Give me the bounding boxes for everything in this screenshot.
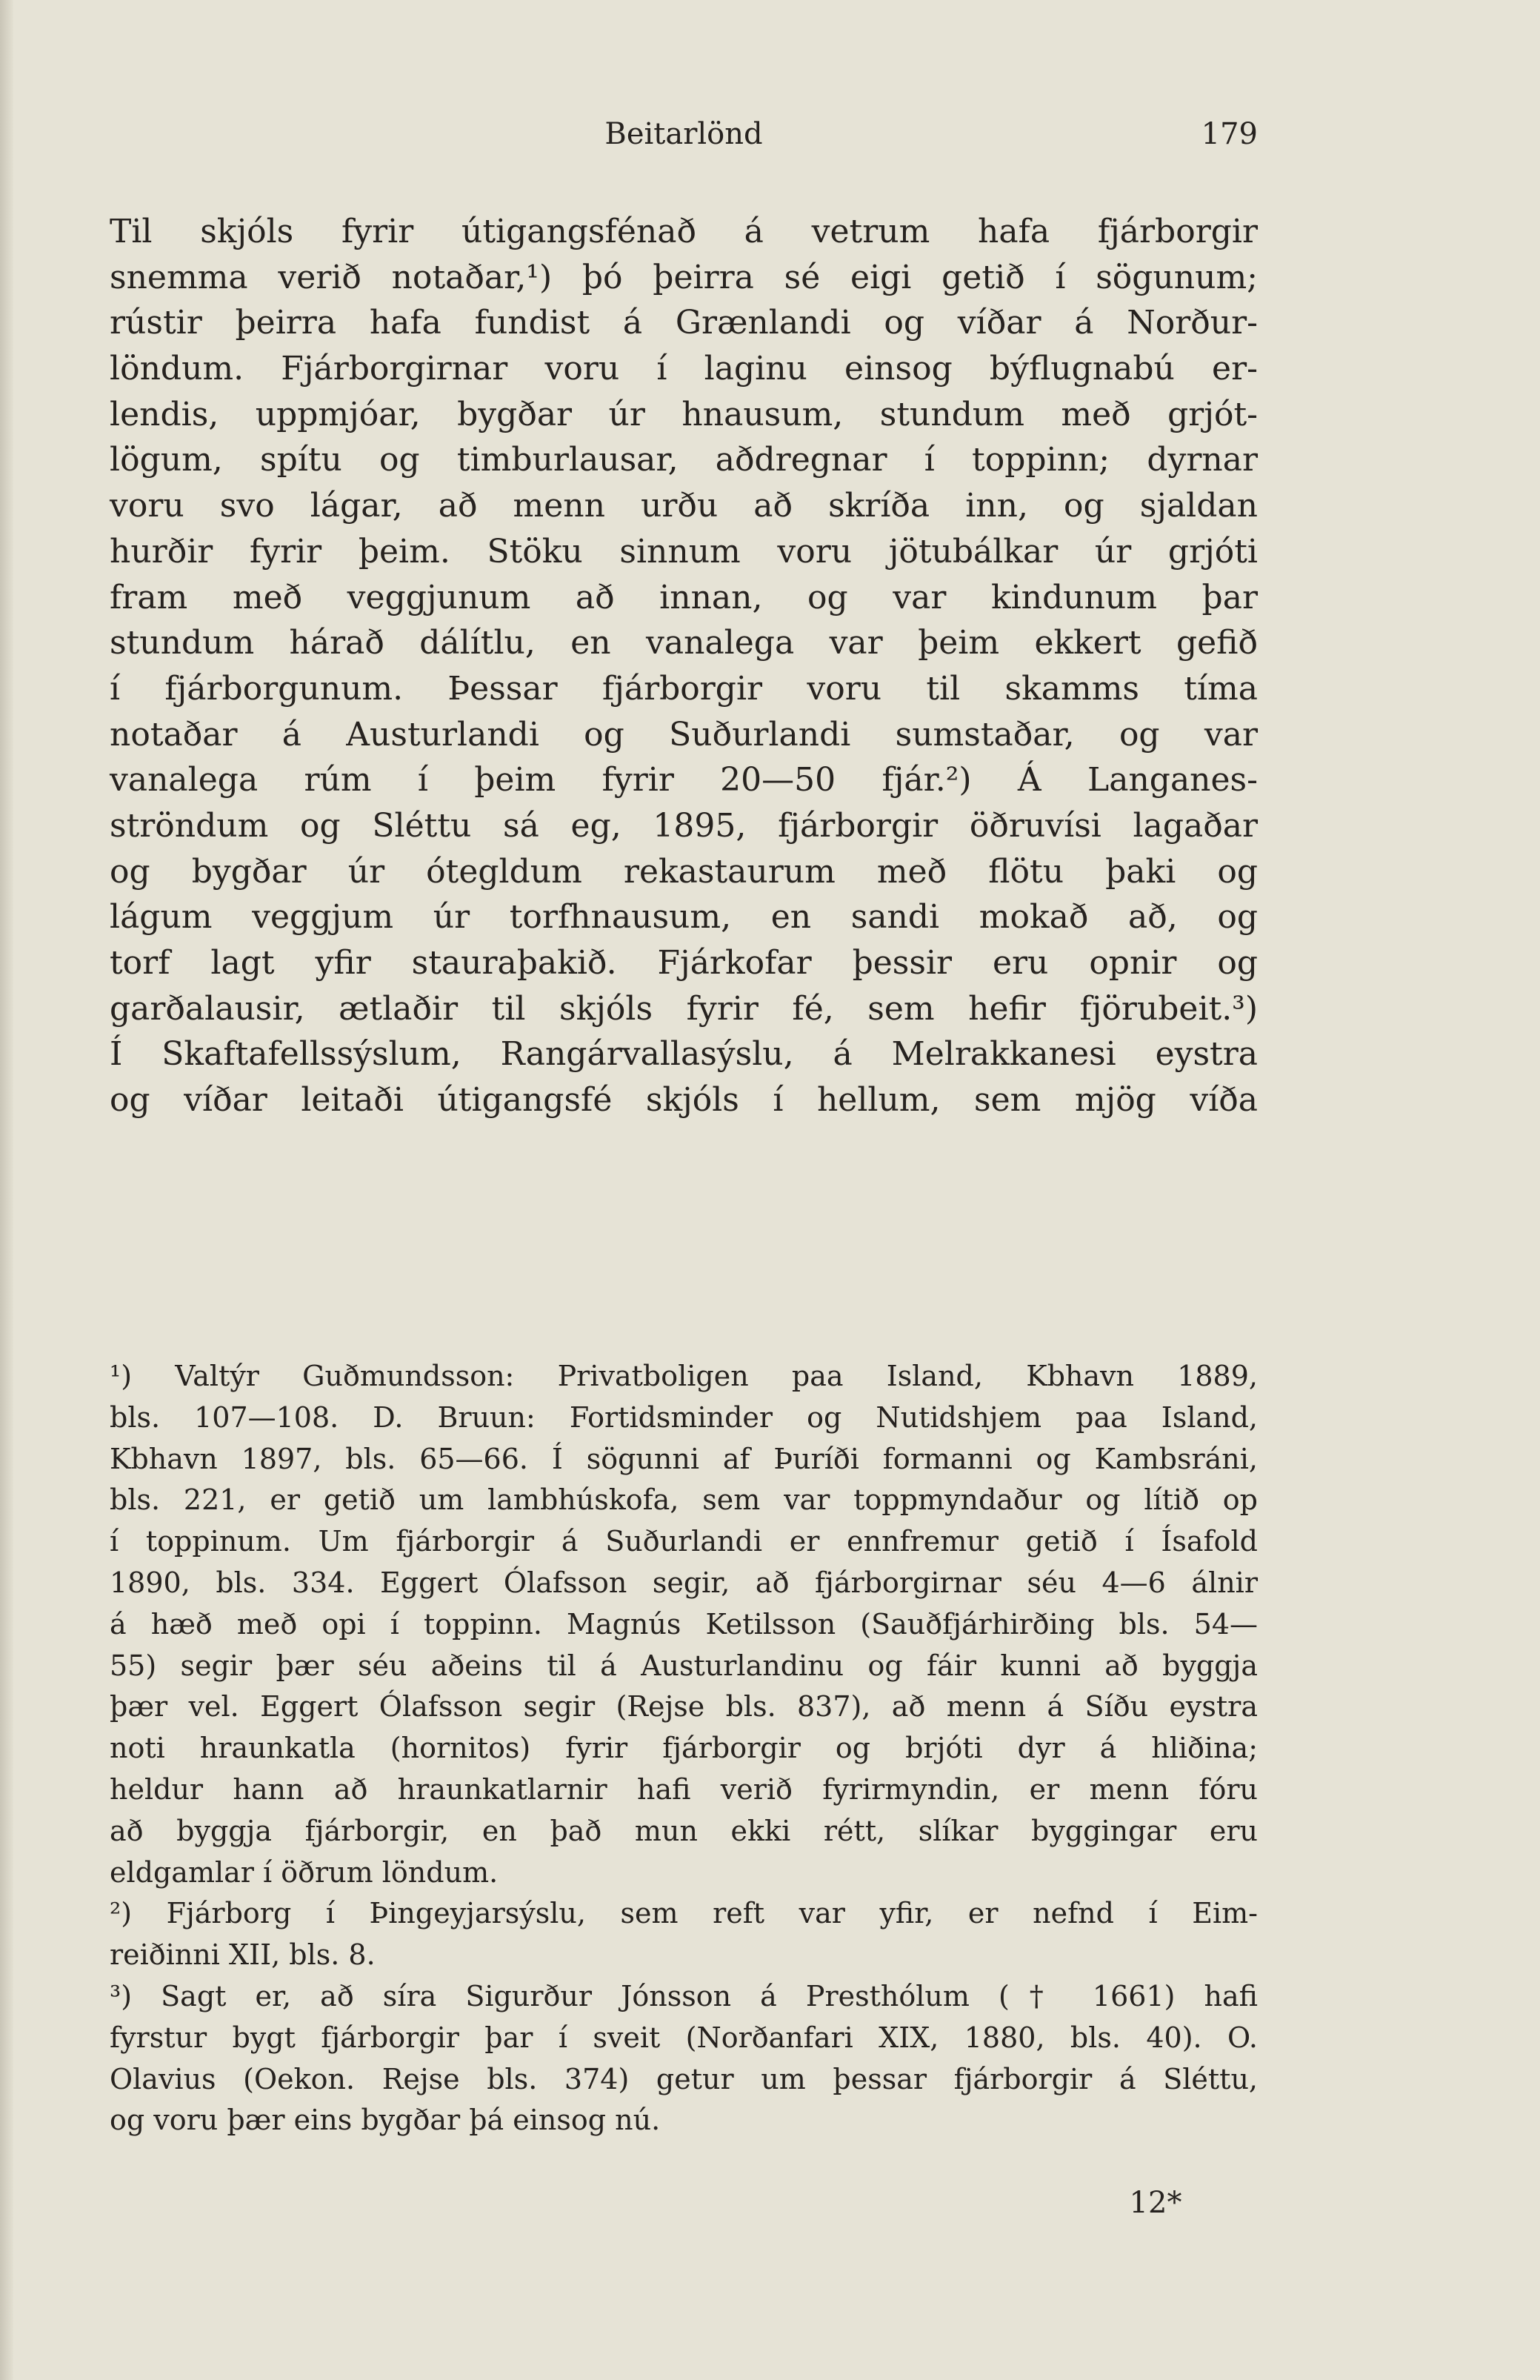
footnote-line: að byggja fjárborgir, en það mun ekki rétt, slíkar byggingar eru	[110, 1814, 1258, 1847]
footnote-line: noti hraunkatla (hornitos) fyrir fjárborgir og brjóti dyr á hliðina;	[110, 1732, 1258, 1765]
page-number: 179	[1201, 117, 1258, 151]
footnote-line: og voru þær eins bygðar þá einsog nú.	[110, 2104, 661, 2137]
footnote-line: ³) Sagt er, að síra Sigurður Jónsson á Presthólum († 1661) hafi	[110, 1979, 1258, 2012]
text-line: stundum hárað dálítlu, en vanalega var þeim ekkert gefið	[110, 624, 1258, 662]
footnote-line: þær vel. Eggert Ólafsson segir (Rejse bls. 837), að menn á Síðu eystra	[110, 1690, 1258, 1723]
footnote-line: ¹) Valtýr Guðmundsson: Privatboligen paa Island, Kbhavn 1889,	[110, 1360, 1258, 1392]
text-line: rústir þeirra hafa fundist á Grænlandi og víðar á Norður-	[110, 304, 1258, 342]
text-line: garðalausir, ætlaðir til skjóls fyrir fé, sem hefir fjörubeit.³)	[110, 989, 1258, 1028]
text-line: löndum. Fjárborgirnar voru í laginu einsog býflugnabú er-	[110, 350, 1258, 388]
text-line: vanalega rúm í þeim fyrir 20—50 fjár.²) Á Langanes-	[110, 761, 1258, 800]
text-line: ströndum og Sléttu sá eg, 1895, fjárborgir öðruvísi lagaðar	[110, 806, 1258, 845]
text-line: fram með veggjunum að innan, og var kindunum þar	[110, 578, 1258, 616]
text-line: lögum, spítu og timburlausar, aðdregnar í toppinn; dyrnar	[110, 441, 1258, 479]
text-line: hurðir fyrir þeim. Stöku sinnum voru jötubálkar úr grjóti	[110, 532, 1258, 571]
text-line: og víðar leitaði útigangsfé skjóls í hellum, sem mjög víða	[110, 1081, 1258, 1120]
text-line: í fjárborgunum. Þessar fjárborgir voru til skamms tíma	[110, 669, 1258, 708]
text-line: lágum veggjum úr torfhnausum, en sandi mokað að, og	[110, 898, 1258, 937]
footnote-line: Kbhavn 1897, bls. 65—66. Í sögunni af Þuríði formanni og Kambsráni,	[110, 1442, 1258, 1475]
page-header	[110, 117, 1258, 162]
text-line: og bygðar úr ótegldum rekastaurum með flötu þaki og	[110, 852, 1258, 891]
text-line: Í Skaftafellssýslum, Rangárvallasýslu, á Melrakkanesi eystra	[110, 1035, 1258, 1074]
footnote-line: reiðinni XII, bls. 8.	[110, 1938, 376, 1972]
footnote-line: heldur hann að hraunkatlarnir hafi verið fyrirmyndin, er menn fóru	[110, 1772, 1258, 1806]
text-line: voru svo lágar, að menn urðu að skríða inn, og sjaldan	[110, 487, 1258, 525]
footnote-line: Olavius (Oekon. Rejse bls. 374) getur um þessar fjárborgir á Sléttu,	[110, 2062, 1258, 2095]
main-text	[110, 209, 1258, 1123]
running-title: Beitarlönd	[604, 117, 763, 151]
text-line: Til skjóls fyrir útigangsfénað á vetrum hafa fjárborgir	[110, 213, 1258, 250]
text-line: lendis, uppmjóar, bygðar úr hnausum, stundum með grjót-	[110, 395, 1258, 433]
footnote-line: fyrstur bygt fjárborgir þar í sveit (Norðanfari XIX, 1880, bls. 40). O.	[110, 2021, 1258, 2054]
footnote-line: 1890, bls. 334. Eggert Ólafsson segir, að fjárborgirnar séu 4—6 álnir	[110, 1566, 1258, 1599]
footnotes	[110, 1356, 1258, 2141]
signature-mark: 12*	[1129, 2186, 1182, 2220]
footnote-line: á hæð með opi í toppinn. Magnús Ketilsson (Sauðfjárhirðing bls. 54—	[110, 1607, 1258, 1641]
footnote-line: bls. 107—108. D. Bruun: Fortidsminder og Nutidshjem paa Island,	[110, 1400, 1258, 1434]
text-line: torf lagt yfir staurаþakið. Fjárkofar þessir eru opnir og	[110, 944, 1258, 982]
text-line: snemma verið notaðar,¹) þó þeirra sé eigi getið í sögunum;	[110, 258, 1258, 296]
footnote-line: bls. 221, er getið um lambhúskofa, sem var toppmyndaður og lítið op	[110, 1483, 1258, 1517]
text-line: notaðar á Austurlandi og Suðurlandi sumstaðar, og var	[110, 715, 1258, 754]
page-edge-shadow	[0, 0, 13, 2380]
footnote-line: eldgamlar í öðrum löndum.	[110, 1855, 499, 1889]
footnote-line: ²) Fjárborg í Þingeyjarsýslu, sem reft var yfir, er nefnd í Eim-	[110, 1897, 1258, 1930]
footnote-line: í toppinum. Um fjárborgir á Suðurlandi er ennfremur getið í Ísafold	[110, 1525, 1258, 1558]
footnote-line: 55) segir þær séu aðeins til á Austurlandinu og fáir kunni að byggja	[110, 1649, 1258, 1682]
